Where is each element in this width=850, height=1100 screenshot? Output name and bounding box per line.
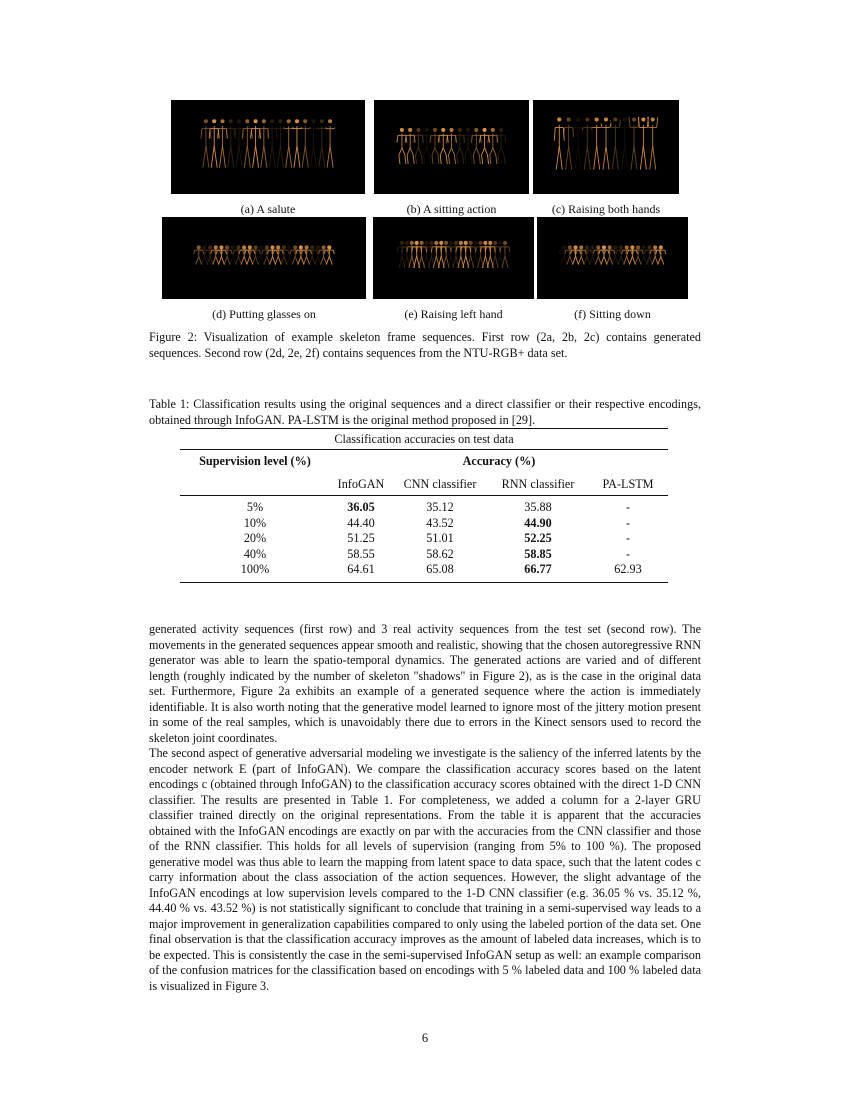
skeleton-frame bbox=[317, 120, 327, 168]
skeleton-frame bbox=[407, 241, 417, 268]
skeleton-frame bbox=[455, 128, 465, 164]
cell-palstm: 62.93 bbox=[588, 562, 668, 582]
skeleton-frame bbox=[426, 241, 436, 268]
skeleton-frame bbox=[431, 241, 441, 268]
subcaption-c: (c) Raising both hands bbox=[551, 202, 661, 216]
table-row bbox=[180, 496, 668, 516]
cell-infogan: 44.40 bbox=[347, 515, 375, 530]
cell-level: 20% bbox=[243, 531, 267, 545]
page-number: 6 bbox=[421, 1031, 429, 1045]
skeleton-frame bbox=[234, 120, 244, 168]
cell-rnn: 52.25 bbox=[524, 531, 552, 545]
skeleton-sequence-c bbox=[533, 100, 679, 194]
skeleton-frame bbox=[592, 118, 602, 170]
cell-level: 10% bbox=[243, 515, 267, 530]
skeleton-frame bbox=[456, 241, 466, 268]
skeleton-frame bbox=[495, 241, 505, 268]
skeleton-frame bbox=[417, 241, 427, 268]
skeleton-frame bbox=[554, 118, 564, 170]
skeleton-frame bbox=[466, 241, 476, 268]
cell-palstm: - bbox=[625, 546, 631, 561]
skeleton-frame bbox=[490, 241, 500, 268]
skeleton-frame bbox=[267, 120, 277, 168]
cell-infogan: 58.55 bbox=[347, 546, 375, 561]
skeleton-sequence-b bbox=[374, 100, 529, 194]
skeleton-frame bbox=[309, 120, 319, 168]
skeleton-frame bbox=[573, 118, 583, 170]
skeleton-sequence-e bbox=[373, 217, 534, 299]
skeleton-frame bbox=[412, 241, 422, 268]
skeleton-frame bbox=[500, 241, 510, 268]
skeleton-frame bbox=[488, 128, 498, 164]
skeleton-frame bbox=[405, 128, 415, 164]
column-rnn: RNN classifier bbox=[488, 473, 588, 496]
table-row bbox=[180, 531, 668, 547]
cell-rnn: 66.77 bbox=[488, 562, 588, 582]
skeleton-frame bbox=[413, 128, 423, 164]
skeleton-sequence-f bbox=[537, 217, 688, 299]
header-supervision: Supervision level (%) bbox=[180, 450, 330, 474]
skeleton-frame bbox=[300, 120, 310, 168]
skeleton-frame bbox=[441, 241, 451, 268]
cell-infogan: 64.61 bbox=[330, 562, 392, 582]
skeleton-frame bbox=[471, 241, 481, 268]
figure-panel-e bbox=[373, 217, 534, 299]
skeleton-frame bbox=[397, 128, 407, 164]
skeleton-frame bbox=[436, 241, 446, 268]
cell-cnn: 65.08 bbox=[392, 562, 488, 582]
skeleton-frame bbox=[422, 241, 432, 268]
skeleton-sequence-a bbox=[171, 100, 365, 194]
subcaption-a: (a) A salute bbox=[240, 202, 296, 216]
skeleton-frame bbox=[447, 128, 457, 164]
skeleton-frame bbox=[422, 128, 432, 164]
skeleton-frame bbox=[402, 241, 412, 268]
subcaption-f: (f) Sitting down bbox=[574, 307, 651, 321]
column-palstm: PA-LSTM bbox=[588, 473, 668, 496]
skeleton-frame bbox=[463, 128, 473, 164]
header-accuracy: Accuracy (%) bbox=[330, 450, 668, 474]
table-subheader-row bbox=[180, 473, 668, 496]
skeleton-frame bbox=[451, 241, 461, 268]
skeleton-frame bbox=[648, 117, 658, 170]
skeleton-frame bbox=[251, 120, 261, 168]
cell-infogan: 51.25 bbox=[347, 531, 375, 545]
cell-infogan: 36.05 bbox=[347, 500, 375, 514]
skeleton-frame bbox=[461, 241, 471, 268]
skeleton-frame bbox=[485, 241, 495, 268]
figure-caption: Figure 2: Visualization of example skeleton frame sequences. First row (2a, 2b, 2c) contains generated sequences. Second row (2d, 2e, 2f) contains sequences from the NTU-RGB+ data set. bbox=[149, 330, 701, 360]
skeleton-frame bbox=[226, 120, 236, 168]
cell-cnn: 58.62 bbox=[426, 546, 454, 561]
cell-palstm: - bbox=[625, 515, 631, 530]
cell-palstm: - bbox=[625, 531, 631, 545]
figure-panel-f bbox=[537, 217, 688, 299]
skeleton-frame bbox=[620, 117, 630, 170]
cell-rnn: 35.88 bbox=[524, 500, 552, 514]
figure-panel-c bbox=[533, 100, 679, 194]
cell-cnn: 35.12 bbox=[426, 500, 454, 514]
skeleton-frame bbox=[325, 120, 335, 168]
column-cnn: CNN classifier bbox=[392, 473, 488, 496]
skeleton-sequence-d bbox=[162, 217, 366, 299]
results-table bbox=[180, 428, 668, 583]
skeleton-frame bbox=[201, 120, 211, 168]
skeleton-frame bbox=[496, 128, 506, 164]
body-paragraph-2: The second aspect of generative adversarial modeling we investigate is the saliency of the inferred latents by the encoder network E (part of InfoGAN). We compare the classification accuracy scores based on the latent encodings c (obtained through InfoGAN) to the classification accuracy scores obtained with the direct 1-D CNN classifier. The results are presented in Table 1. For completeness, we added a column for a 2-layer GRU classifier trained directly on the original representations. From the table it is apparent that the accuracies obtained with the InfoGAN encodings are exactly on par with the accuracies from the CNN classifier and those of the RNN classifier. This holds for all levels of supervision (ranging from 5% to 100 %). The proposed generative model was thus able to learn the mapping from latent space to data space, such that the latent codes c carry information about the class association of the action sequences. However, the slight advantage of the InfoGAN encodings at low supervision levels compared to the 1-D CNN classifier (e.g. 36.05 % vs. 35.12 %, 44.40 % vs. 43.52 %) is not statistically significant to conclude that training in a semi-supervised way leads to a major improvement in generalization capabilities compared to only using the labeled portion of the data set. One final observation is that the classification accuracy improves as the amount of labeled data increases, which is to be expected. This is consistently the case in the semi-supervised InfoGAN setup as well: an example comparison of the confusion matrices for the classification based on encodings with 5 % labeled data and 100 % labeled data is visualized in Figure 3. bbox=[149, 746, 701, 993]
skeleton-frame bbox=[259, 120, 269, 168]
cell-cnn: 43.52 bbox=[426, 515, 454, 530]
skeleton-frame bbox=[275, 120, 285, 168]
cell-rnn: 44.90 bbox=[524, 515, 552, 530]
cell-level: 40% bbox=[243, 546, 267, 561]
table-row bbox=[180, 516, 668, 532]
subcaption-b: (b) A sitting action bbox=[406, 202, 497, 216]
cell-level: 5% bbox=[246, 500, 264, 514]
skeleton-frame bbox=[564, 118, 574, 170]
skeleton-frame bbox=[610, 118, 620, 170]
skeleton-frame bbox=[475, 241, 485, 268]
table-caption: Table 1: Classification results using the original sequences and a direct classifier or their respective encodings, obtained through InfoGAN. PA-LSTM is the original method proposed in [29]. bbox=[149, 397, 701, 427]
skeleton-frame bbox=[284, 120, 294, 168]
skeleton-frame bbox=[446, 241, 456, 268]
skeleton-frame bbox=[242, 120, 252, 168]
skeleton-frame bbox=[629, 117, 639, 170]
skeleton-frame bbox=[217, 120, 227, 168]
subcaption-e: (e) Raising left hand bbox=[404, 307, 503, 321]
body-paragraph-1: generated activity sequences (first row) and 3 real activity sequences from the test set (second row). The movements in the generated sequences appear smooth and realistic, showing that the chosen autoregressive RNN generator was able to learn the spatio-temporal dynamics. The generated actions are varied and of different length (roughly indicated by the number of skeleton "shadows" in Figure 2), as is the case in the original data set. Furthermore, Figure 2a exhibits an example of a generated sequence where the action is immediately identifiable. It is also worth noting that the generative model learned to ignore most of the jittery motion present in some of the real samples, which is unavoidably there due to errors in the Kinect sensors used to record the skeleton joint coordinates. bbox=[149, 622, 701, 745]
cell-palstm: - bbox=[625, 500, 631, 514]
table-title: Classification accuracies on test data bbox=[180, 428, 668, 449]
figure-panel-b bbox=[374, 100, 529, 194]
accuracy-table bbox=[180, 449, 668, 583]
table-row bbox=[180, 562, 668, 582]
cell-level: 100% bbox=[180, 562, 330, 582]
skeleton-frame bbox=[292, 120, 302, 168]
skeleton-frame bbox=[480, 128, 490, 164]
skeleton-frame bbox=[209, 120, 219, 168]
figure-panel-d bbox=[162, 217, 366, 299]
skeleton-frame bbox=[430, 128, 440, 164]
table-header-row bbox=[180, 450, 668, 474]
subcaption-d: (d) Putting glasses on bbox=[212, 307, 316, 321]
column-infogan: InfoGAN bbox=[330, 473, 392, 496]
skeleton-frame bbox=[582, 118, 592, 170]
table-row bbox=[180, 547, 668, 563]
skeleton-frame bbox=[438, 128, 448, 164]
skeleton-frame bbox=[601, 118, 611, 170]
figure-panel-a bbox=[171, 100, 365, 194]
cell-rnn: 58.85 bbox=[524, 546, 552, 561]
skeleton-frame bbox=[471, 128, 481, 164]
skeleton-frame bbox=[480, 241, 490, 268]
skeleton-frame bbox=[638, 117, 648, 170]
skeleton-frame bbox=[397, 241, 407, 268]
cell-cnn: 51.01 bbox=[426, 531, 454, 545]
